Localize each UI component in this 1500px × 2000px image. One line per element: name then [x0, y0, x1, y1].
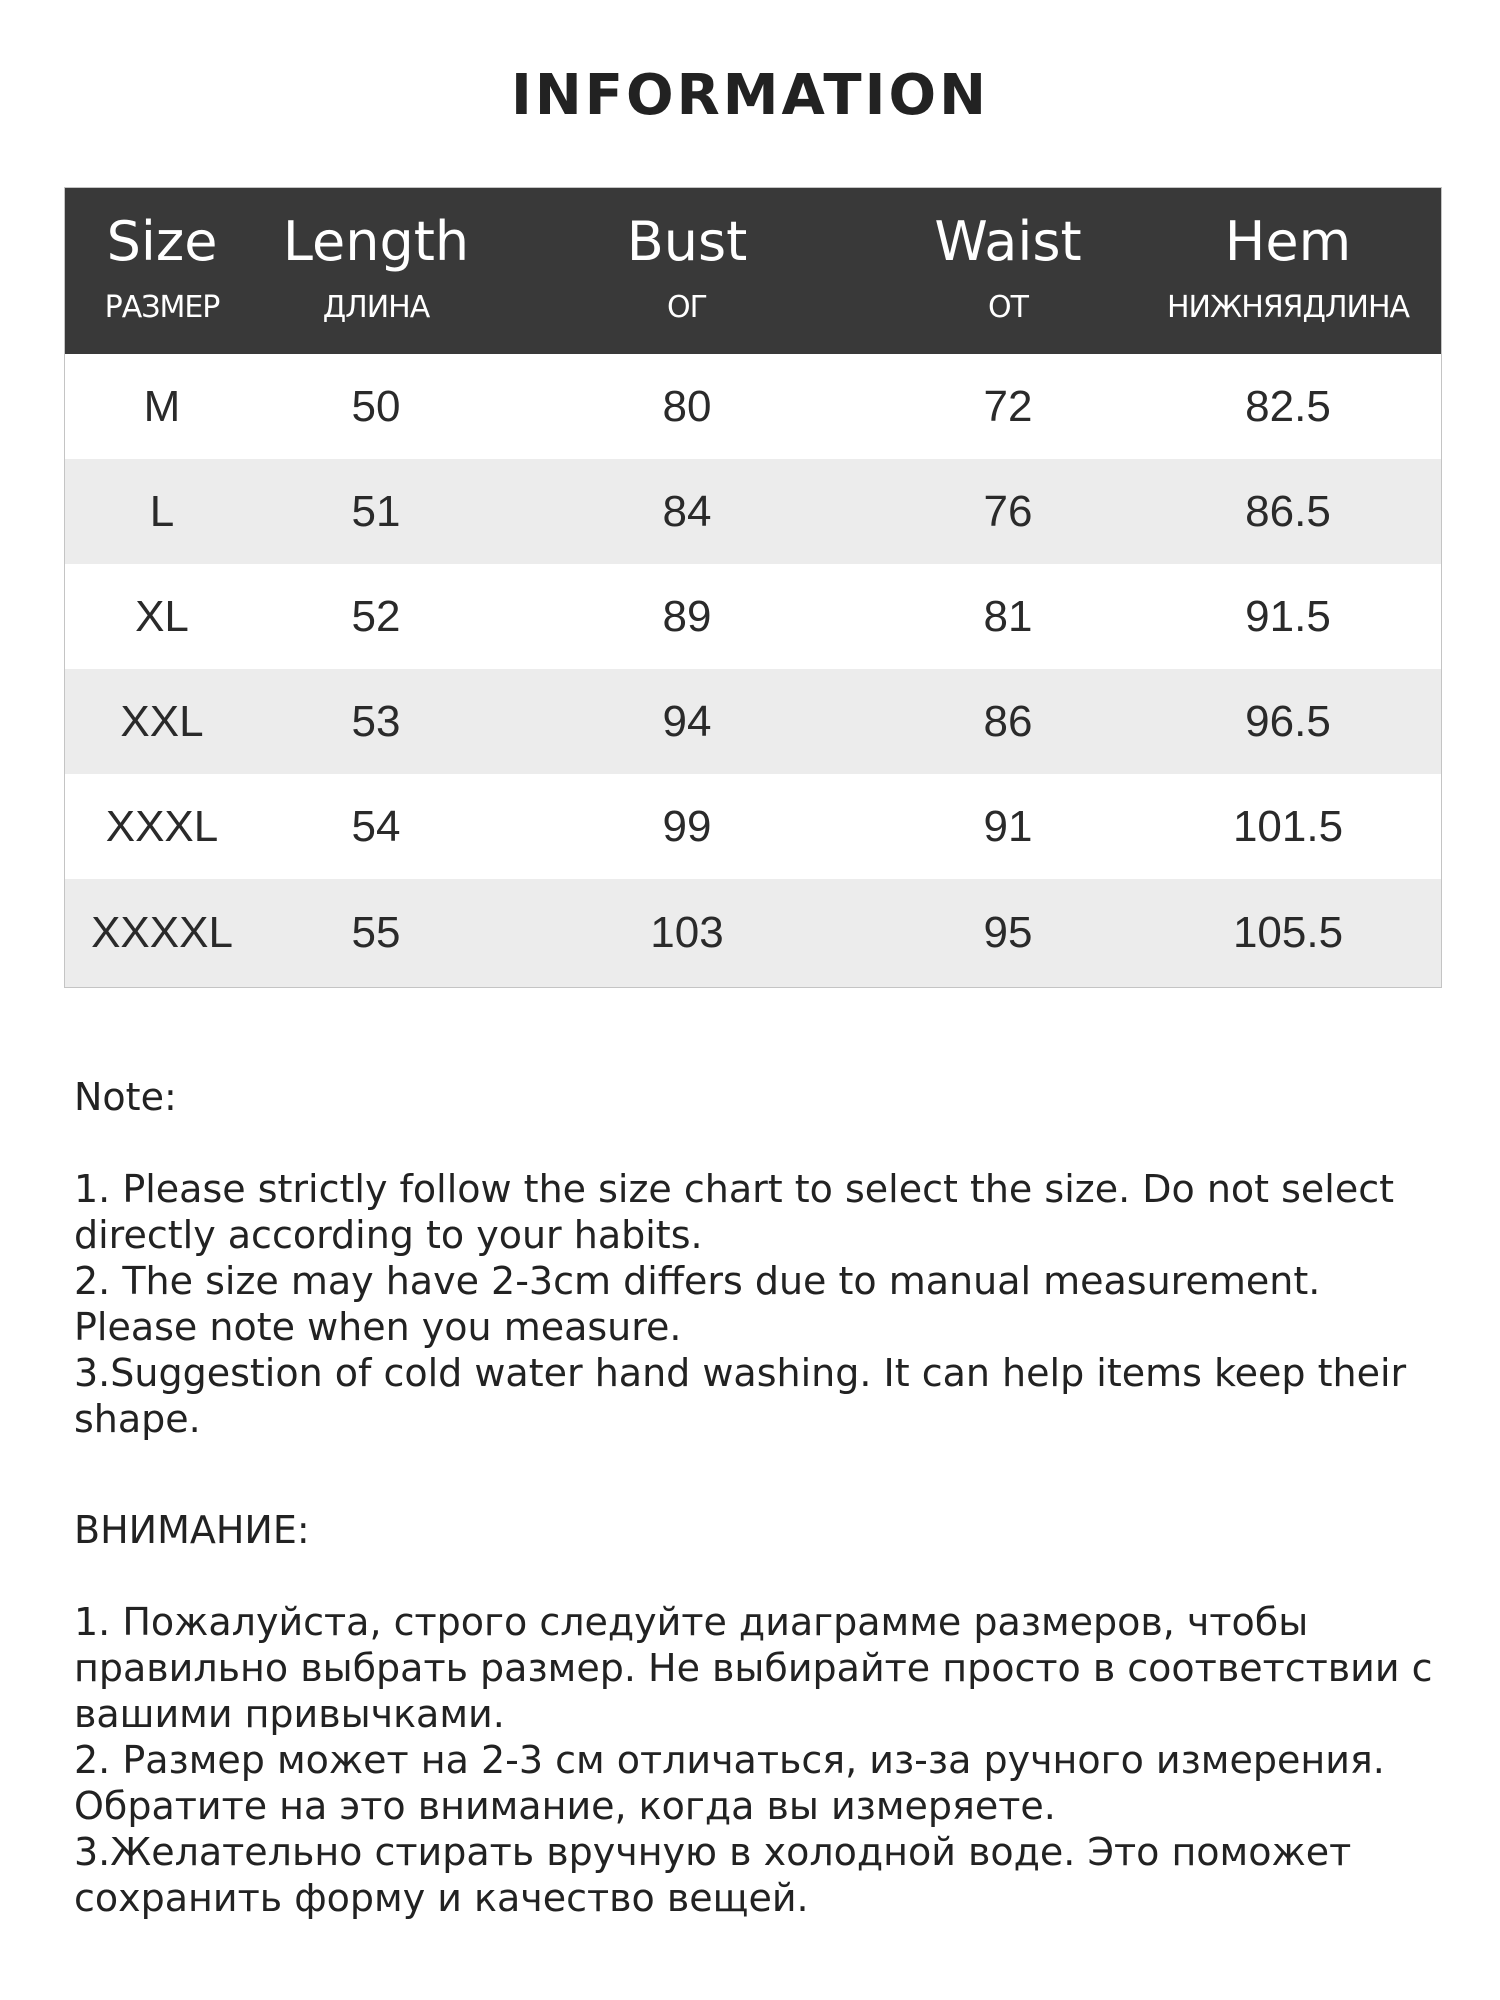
header-waist-en: Waist: [934, 210, 1082, 273]
cell-waist: 81: [983, 591, 1033, 641]
cell-length: 54: [351, 801, 401, 851]
table-row: [65, 879, 1441, 987]
table-row: [65, 354, 1441, 459]
table-row: [65, 459, 1441, 564]
cell-hem: 82.5: [1245, 381, 1331, 431]
cell-waist: 76: [983, 486, 1033, 536]
cell-hem: 86.5: [1245, 486, 1331, 536]
table-row: [65, 669, 1441, 774]
cell-size: XXXL: [105, 801, 219, 851]
cell-length: 55: [351, 908, 401, 957]
table-row: [65, 564, 1441, 669]
note-ru-line-2: 2. Размер может на 2-3 см отличаться, из-за ручного измерения. Обратите на это внимание, когда вы измеряете.: [74, 1738, 1385, 1828]
cell-bust: 80: [662, 381, 712, 431]
cell-size: XXL: [120, 696, 204, 746]
header-size-ru: РАЗМЕР: [104, 290, 220, 325]
header-bust-en: Bust: [626, 210, 748, 273]
note-en-heading: Note:: [74, 1075, 177, 1119]
header-length: [259, 188, 493, 354]
header-length-en: Length: [282, 210, 470, 273]
header-hem: [1135, 188, 1441, 354]
note-en-line-2: 2. The size may have 2-3cm differs due to manual measurement. Please note when you measure.: [74, 1259, 1321, 1349]
cell-hem: 101.5: [1232, 801, 1344, 851]
cell-waist: 86: [983, 696, 1033, 746]
note-en-line-1: 1. Please strictly follow the size chart to select the size. Do not select directly according to your habits.: [74, 1167, 1395, 1257]
table-header-row: [65, 188, 1441, 354]
header-hem-ru: НИЖНЯЯДЛИНА: [1166, 290, 1410, 325]
cell-hem: 96.5: [1245, 696, 1331, 746]
cell-length: 53: [351, 696, 401, 746]
cell-size: XXXXL: [91, 908, 233, 957]
size-table: [64, 187, 1442, 988]
header-length-ru: ДЛИНА: [322, 290, 430, 325]
cell-size: XL: [135, 591, 189, 641]
header-size: [65, 188, 259, 354]
cell-bust: 84: [662, 486, 712, 536]
note-en-section: [74, 1074, 1454, 1442]
cell-bust: 89: [662, 591, 712, 641]
header-waist-ru: ОТ: [988, 290, 1028, 325]
note-ru-line-3: 3.Желательно стирать вручную в холодной воде. Это поможет сохранить форму и качество вещей.: [74, 1830, 1352, 1920]
header-waist: [881, 188, 1135, 354]
note-ru-line-1: 1. Пожалуйста, строго следуйте диаграмме размеров, чтобы правильно выбрать размер. Не выбирайте просто в соответствии с вашими привычками.: [74, 1600, 1433, 1736]
page-title: INFORMATION: [511, 63, 989, 128]
cell-hem: 105.5: [1232, 908, 1344, 957]
note-en-line-3: 3.Suggestion of cold water hand washing. It can help items keep their shape.: [74, 1351, 1407, 1441]
note-ru-heading: ВНИМАНИЕ:: [74, 1508, 310, 1552]
cell-waist: 95: [983, 908, 1033, 957]
cell-size: M: [143, 381, 181, 431]
cell-bust: 99: [662, 801, 712, 851]
header-bust-ru: ОГ: [667, 290, 707, 325]
cell-waist: 91: [983, 801, 1033, 851]
header-bust: [493, 188, 881, 354]
cell-bust: 103: [650, 908, 724, 957]
cell-bust: 94: [662, 696, 712, 746]
cell-length: 52: [351, 591, 401, 641]
table-row: [65, 774, 1441, 879]
cell-hem: 91.5: [1245, 591, 1331, 641]
cell-length: 50: [351, 381, 401, 431]
note-ru-section: [74, 1507, 1454, 1921]
cell-waist: 72: [983, 381, 1033, 431]
cell-length: 51: [351, 486, 401, 536]
header-size-en: Size: [106, 210, 218, 273]
header-hem-en: Hem: [1224, 210, 1352, 273]
cell-size: L: [149, 486, 175, 536]
